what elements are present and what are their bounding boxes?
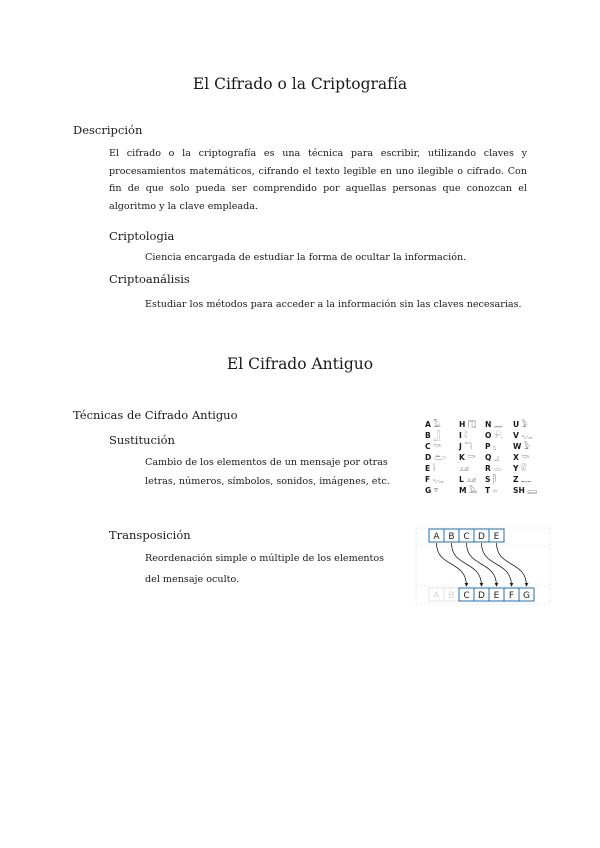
bottom-b-letter: B bbox=[448, 591, 455, 601]
bottom-a-letter: A bbox=[433, 591, 440, 601]
bottom-c-letter: C bbox=[463, 591, 470, 601]
bottom-g-letter: G bbox=[523, 591, 530, 601]
sustitucion-line-2: letras, números, símbolos, sonidos, imágenes, etc. bbox=[145, 476, 390, 487]
top-e-letter: E bbox=[493, 532, 500, 542]
top-c-letter: C bbox=[463, 532, 470, 542]
hieroglyph-icon: 𓆑 bbox=[521, 431, 533, 440]
glyph-row: J 𓆓 bbox=[459, 442, 473, 451]
glyph-row: E 𓇋 bbox=[425, 464, 436, 473]
glyph-row: SH 𓈙 bbox=[513, 486, 538, 495]
hieroglyph-icon: 𓅱 bbox=[521, 420, 529, 429]
glyph-row: X 𓎡 bbox=[513, 453, 530, 462]
shift-arrows bbox=[437, 543, 527, 586]
sustitucion-line-1: Cambio de los elementos de un mensaje por otras bbox=[145, 457, 388, 468]
top-row-boxes bbox=[429, 529, 504, 542]
top-d-letter: D bbox=[478, 532, 485, 542]
subheading-criptoanalisis: Criptoanálisis bbox=[109, 272, 190, 286]
hieroglyph-icon: 𓅓 bbox=[468, 486, 478, 495]
page-title: El Cifrado o la Criptografía bbox=[192, 75, 408, 93]
glyph-row: K 𓎡 bbox=[459, 453, 476, 462]
shift-arrow-c bbox=[467, 543, 497, 586]
hieroglyph-icon: 𓈙 bbox=[527, 486, 538, 495]
glyph-row: V 𓆑 bbox=[513, 431, 533, 440]
criptologia-text: Ciencia encargada de estudiar la forma de ocultar la información. bbox=[145, 252, 467, 263]
section-title-cifrado-antiguo: El Cifrado Antiguo bbox=[226, 355, 374, 373]
glyph-row: F 𓆑 bbox=[425, 475, 445, 484]
hieroglyph-icon: 𓆓 bbox=[464, 442, 473, 451]
glyph-row: G 𓎼 bbox=[425, 486, 439, 495]
glyph-row: U 𓅱 bbox=[513, 420, 529, 429]
hieroglyph-icon: 𓇋 bbox=[464, 431, 467, 440]
hieroglyph-icon: 𓋴 bbox=[492, 475, 497, 484]
transposicion-line-2: del mensaje oculto. bbox=[145, 574, 240, 585]
hieroglyph-icon: 𓈎 bbox=[493, 453, 500, 462]
subheading-sustitucion: Sustitución bbox=[109, 433, 175, 447]
subheading-criptologia: Criptologia bbox=[109, 229, 175, 243]
glyph-row: R 𓂋 bbox=[485, 464, 503, 473]
transposition-diagram bbox=[413, 524, 553, 610]
glyph-row: I 𓇋 bbox=[459, 431, 467, 440]
hieroglyph-icon: 𓍯 bbox=[493, 431, 503, 440]
bottom-d-letter: D bbox=[478, 591, 485, 601]
shift-arrow-d bbox=[482, 543, 512, 586]
top-b-letter: B bbox=[448, 532, 455, 542]
glyph-row: W 𓅱 bbox=[513, 442, 531, 451]
hieroglyph-icon: 𓇌 bbox=[520, 464, 526, 473]
hieroglyph-icon: 𓎡 bbox=[521, 453, 530, 462]
hieroglyph-icon: 𓎼 bbox=[433, 486, 439, 495]
criptoanalisis-text: Estudiar los métodos para acceder a la información sin las claves necesarias. bbox=[145, 299, 522, 310]
hieroglyph-icon: 𓃀 bbox=[433, 431, 441, 440]
glyph-row: N 𓈖 bbox=[485, 420, 503, 429]
glyph-row: T 𓏏 bbox=[485, 486, 498, 495]
subheading-transposicion: Transposición bbox=[109, 528, 191, 542]
glyph-row: A 𓄿 bbox=[425, 420, 441, 429]
top-a-letter: A bbox=[433, 532, 440, 542]
glyph-row: O 𓍯 bbox=[485, 431, 503, 440]
section-heading-descripcion: Descripción bbox=[73, 123, 143, 137]
glyph-row: B 𓃀 bbox=[425, 431, 441, 440]
hieroglyph-icon: 𓈖 bbox=[493, 420, 503, 429]
bottom-e-letter: E bbox=[493, 591, 500, 601]
glyph-row: D 𓂧 bbox=[425, 453, 446, 462]
hieroglyph-icon: 𓅱 bbox=[523, 442, 531, 451]
hieroglyph-icon: 𓇋 bbox=[432, 464, 436, 473]
hieroglyph-icon: 𓃭 bbox=[459, 464, 470, 473]
glyph-row: S 𓋴 bbox=[485, 475, 497, 484]
hieroglyph-icon: 𓎡 bbox=[433, 442, 442, 451]
hieroglyph-icon: 𓂧 bbox=[433, 453, 446, 462]
glyph-row: P 𓊪 bbox=[485, 442, 497, 451]
bottom-f-letter: F bbox=[508, 591, 515, 601]
hieroglyph-alphabet-table bbox=[425, 420, 545, 498]
hieroglyph-icon: 𓊃 bbox=[520, 475, 532, 484]
glyph-row: C 𓎡 bbox=[425, 442, 442, 451]
bottom-row-boxes bbox=[429, 588, 534, 601]
glyph-row: M 𓅓 bbox=[459, 486, 478, 495]
hieroglyph-icon: 𓊪 bbox=[493, 442, 497, 451]
hieroglyph-icon: 𓉔 bbox=[467, 420, 477, 429]
glyph-row bbox=[459, 464, 469, 474]
description-paragraph: El cifrado o la criptografía es una técnica para escribir, utilizando claves y procesamientos matemáticos, cifrando el texto legible en uno ilegible o cifrado. Con fin de que solo pueda ser comprendido por aquellas personas que conozcan el algoritmo y la clave empleada. bbox=[109, 148, 527, 212]
section-heading-tecnicas: Técnicas de Cifrado Antiguo bbox=[73, 408, 238, 422]
hieroglyph-icon: 𓃭 bbox=[466, 475, 477, 484]
hieroglyph-icon: 𓎡 bbox=[467, 453, 476, 462]
glyph-row: Y 𓇌 bbox=[513, 464, 526, 473]
glyph-row: Q 𓈎 bbox=[485, 453, 500, 462]
glyph-row: H 𓉔 bbox=[459, 420, 477, 429]
hieroglyph-icon: 𓏏 bbox=[492, 486, 498, 495]
shift-arrow-e bbox=[497, 543, 527, 586]
hieroglyph-icon: 𓆑 bbox=[432, 475, 445, 484]
hieroglyph-icon: 𓂋 bbox=[493, 464, 503, 473]
hieroglyph-icon: 𓄿 bbox=[433, 420, 441, 429]
glyph-row: Z 𓊃 bbox=[513, 475, 532, 484]
shift-arrow-b bbox=[452, 543, 482, 586]
shift-arrow-a bbox=[437, 543, 467, 586]
glyph-row: L 𓃭 bbox=[459, 475, 477, 484]
transposicion-line-1: Reordenación simple o múltiple de los elementos bbox=[145, 553, 385, 564]
